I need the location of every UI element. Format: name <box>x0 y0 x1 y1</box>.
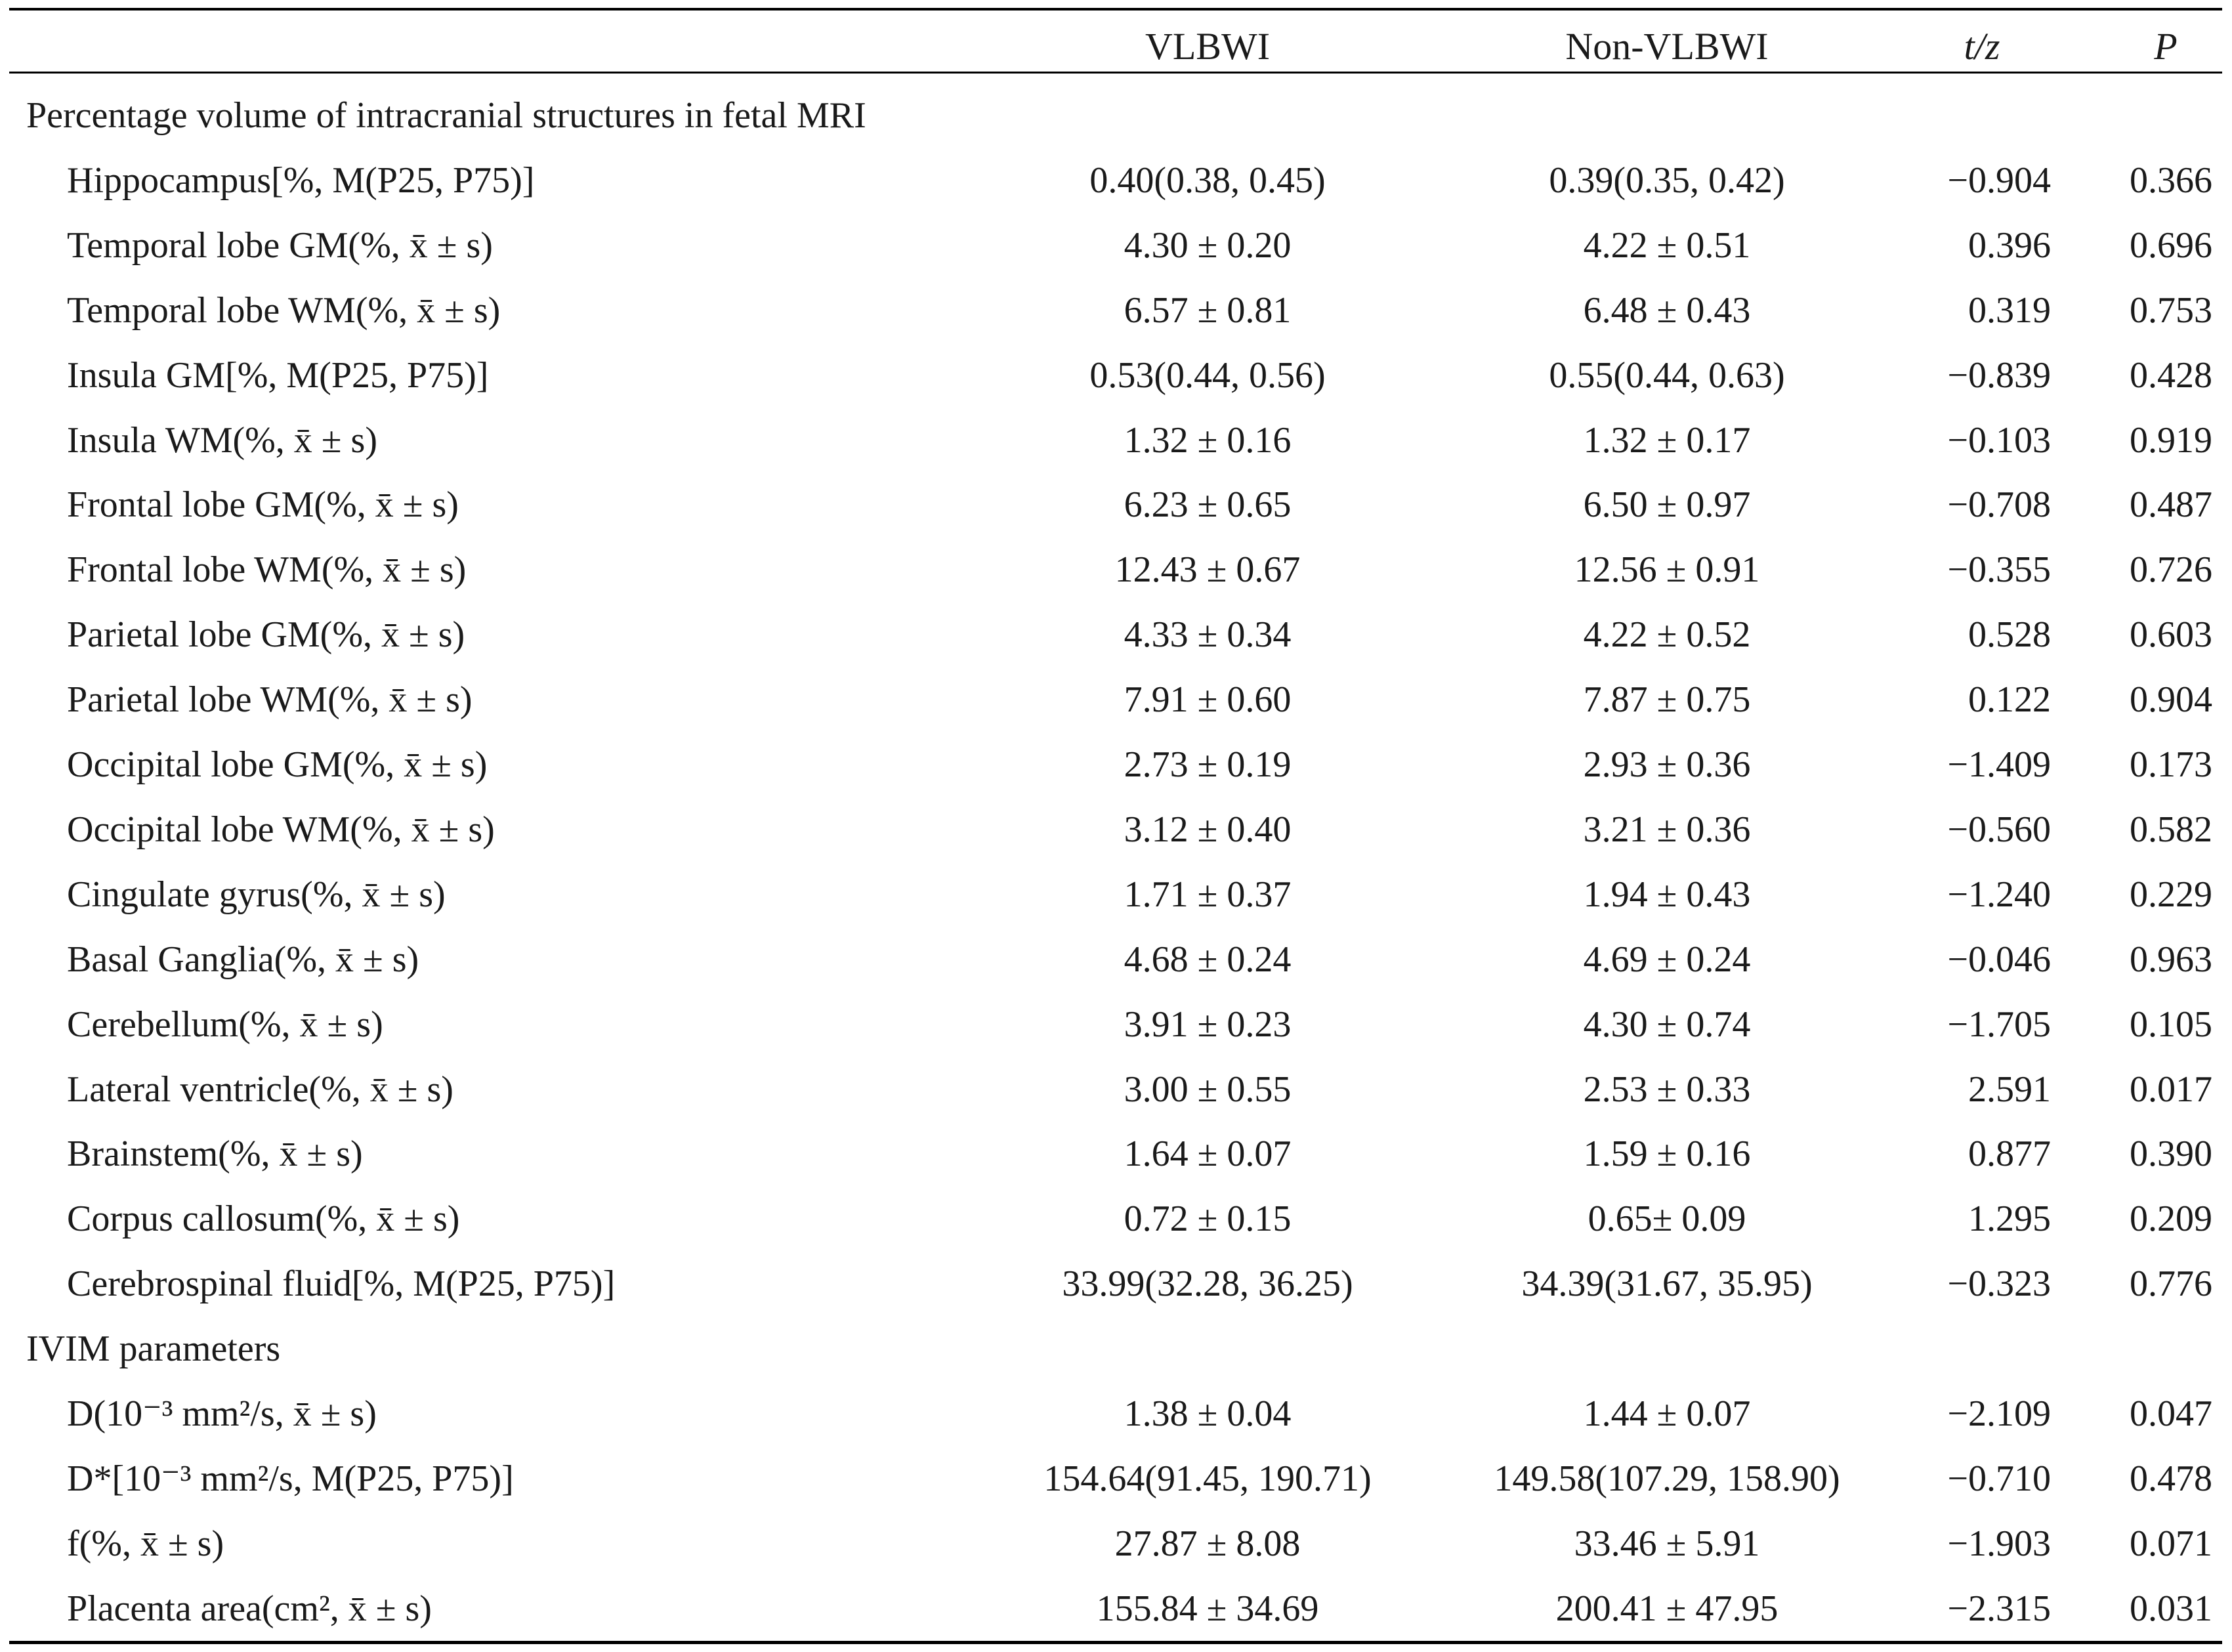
t-z-value: 0.122 <box>1968 679 2051 721</box>
vlbwi-value: 0.40(0.38, 0.45) <box>1089 159 1326 201</box>
table-row <box>0 1122 2232 1185</box>
non-vlbwi-value: 6.48 ± 0.43 <box>1583 289 1751 331</box>
p-value: 0.047 <box>2130 1393 2212 1434</box>
table-row <box>0 149 2232 212</box>
t-z-value: −0.560 <box>1947 809 2051 850</box>
column-header-non-vlbwi: Non-VLBWI <box>1565 25 1769 68</box>
vlbwi-value: 4.30 ± 0.20 <box>1124 224 1292 266</box>
row-label: Parietal lobe WM(%, x̄ ± s) <box>67 679 473 721</box>
row-label: Parietal lobe GM(%, x̄ ± s) <box>67 614 465 656</box>
table-row <box>0 1252 2232 1315</box>
vlbwi-value: 3.12 ± 0.40 <box>1124 809 1292 850</box>
section-title: IVIM parameters <box>26 1328 281 1370</box>
p-value: 0.696 <box>2130 224 2212 266</box>
t-z-value: −0.103 <box>1947 419 2051 461</box>
vlbwi-value: 12.43 ± 0.67 <box>1114 549 1301 591</box>
section-title: Percentage volume of intracranial structures in fetal MRI <box>26 95 866 136</box>
table-row <box>0 798 2232 861</box>
p-value: 0.487 <box>2130 484 2212 526</box>
table-row <box>0 1512 2232 1575</box>
non-vlbwi-value: 2.53 ± 0.33 <box>1583 1069 1751 1110</box>
non-vlbwi-value: 4.22 ± 0.52 <box>1583 614 1751 656</box>
section-header-row <box>0 84 2232 147</box>
non-vlbwi-value: 6.50 ± 0.97 <box>1583 484 1751 526</box>
p-value: 0.229 <box>2130 874 2212 915</box>
table-row <box>0 668 2232 731</box>
table-row <box>0 603 2232 666</box>
non-vlbwi-value: 0.39(0.35, 0.42) <box>1549 159 1785 201</box>
p-value: 0.904 <box>2130 679 2212 721</box>
t-z-value: −0.323 <box>1947 1263 2051 1305</box>
vlbwi-value: 7.91 ± 0.60 <box>1124 679 1292 721</box>
vlbwi-value: 1.71 ± 0.37 <box>1124 874 1292 915</box>
t-z-value: −0.839 <box>1947 354 2051 396</box>
non-vlbwi-value: 4.30 ± 0.74 <box>1583 1004 1751 1045</box>
vlbwi-value: 1.64 ± 0.07 <box>1124 1133 1292 1175</box>
table-row <box>0 1187 2232 1250</box>
non-vlbwi-value: 4.69 ± 0.24 <box>1583 939 1751 980</box>
table-row <box>0 214 2232 277</box>
table-row <box>0 863 2232 926</box>
t-z-value: −0.708 <box>1947 484 2051 526</box>
t-z-value: −2.109 <box>1947 1393 2051 1434</box>
vlbwi-value: 3.91 ± 0.23 <box>1124 1004 1292 1045</box>
non-vlbwi-value: 7.87 ± 0.75 <box>1583 679 1751 721</box>
vlbwi-value: 6.57 ± 0.81 <box>1124 289 1292 331</box>
table-top-rule <box>9 8 2222 11</box>
p-value: 0.478 <box>2130 1458 2212 1499</box>
t-z-value: −0.710 <box>1947 1458 2051 1499</box>
p-value: 0.031 <box>2130 1588 2212 1629</box>
vlbwi-value: 1.38 ± 0.04 <box>1124 1393 1292 1434</box>
p-value: 0.603 <box>2130 614 2212 656</box>
row-label: Frontal lobe GM(%, x̄ ± s) <box>67 484 459 526</box>
table-row <box>0 1447 2232 1510</box>
p-value: 0.726 <box>2130 549 2212 591</box>
non-vlbwi-value: 4.22 ± 0.51 <box>1583 224 1751 266</box>
row-label: Cerebellum(%, x̄ ± s) <box>67 1004 383 1045</box>
t-z-value: −2.315 <box>1947 1588 2051 1629</box>
p-value: 0.105 <box>2130 1004 2212 1045</box>
t-z-value: 2.591 <box>1968 1069 2051 1110</box>
p-value: 0.173 <box>2130 744 2212 785</box>
vlbwi-value: 3.00 ± 0.55 <box>1124 1069 1292 1110</box>
t-z-value: −0.046 <box>1947 939 2051 980</box>
row-label: f(%, x̄ ± s) <box>67 1523 224 1564</box>
table-row <box>0 538 2232 601</box>
non-vlbwi-value: 1.94 ± 0.43 <box>1583 874 1751 915</box>
row-label: Lateral ventricle(%, x̄ ± s) <box>67 1069 453 1110</box>
row-label: Placenta area(cm², x̄ ± s) <box>67 1588 432 1629</box>
table-row <box>0 473 2232 536</box>
vlbwi-value: 4.68 ± 0.24 <box>1124 939 1292 980</box>
row-label: Insula GM[%, M(P25, P75)] <box>67 354 489 396</box>
p-value: 0.753 <box>2130 289 2212 331</box>
column-header-t-z: t/z <box>1964 25 2000 68</box>
non-vlbwi-value: 33.46 ± 5.91 <box>1574 1523 1760 1564</box>
non-vlbwi-value: 2.93 ± 0.36 <box>1583 744 1751 785</box>
non-vlbwi-value: 3.21 ± 0.36 <box>1583 809 1751 850</box>
row-label: Temporal lobe GM(%, x̄ ± s) <box>67 224 493 266</box>
p-value: 0.209 <box>2130 1198 2212 1240</box>
t-z-value: −0.904 <box>1947 159 2051 201</box>
t-z-value: −1.903 <box>1947 1523 2051 1564</box>
table-row <box>0 409 2232 472</box>
vlbwi-value: 33.99(32.28, 36.25) <box>1062 1263 1353 1305</box>
vlbwi-value: 1.32 ± 0.16 <box>1124 419 1292 461</box>
table-row <box>0 993 2232 1056</box>
row-label: D*[10⁻³ mm²/s, M(P25, P75)] <box>67 1458 514 1499</box>
non-vlbwi-value: 0.55(0.44, 0.63) <box>1549 354 1785 396</box>
p-value: 0.071 <box>2130 1523 2212 1564</box>
t-z-value: 0.528 <box>1968 614 2051 656</box>
non-vlbwi-value: 0.65± 0.09 <box>1588 1198 1746 1240</box>
t-z-value: 0.396 <box>1968 224 2051 266</box>
p-value: 0.582 <box>2130 809 2212 850</box>
row-label: Frontal lobe WM(%, x̄ ± s) <box>67 549 467 591</box>
row-label: Cingulate gyrus(%, x̄ ± s) <box>67 874 446 915</box>
row-label: Occipital lobe WM(%, x̄ ± s) <box>67 809 495 850</box>
row-label: Insula WM(%, x̄ ± s) <box>67 419 377 461</box>
p-value: 0.366 <box>2130 159 2212 201</box>
table-row <box>0 928 2232 991</box>
row-label: Brainstem(%, x̄ ± s) <box>67 1133 363 1175</box>
p-value: 0.017 <box>2130 1069 2212 1110</box>
p-value: 0.428 <box>2130 354 2212 396</box>
vlbwi-value: 4.33 ± 0.34 <box>1124 614 1292 656</box>
table-header-rule <box>9 72 2222 74</box>
t-z-value: −1.240 <box>1947 874 2051 915</box>
non-vlbwi-value: 1.44 ± 0.07 <box>1583 1393 1751 1434</box>
row-label: Cerebrospinal fluid[%, M(P25, P75)] <box>67 1263 616 1305</box>
t-z-value: −0.355 <box>1947 549 2051 591</box>
column-header-vlbwi: VLBWI <box>1145 25 1271 68</box>
vlbwi-value: 155.84 ± 34.69 <box>1096 1588 1319 1629</box>
vlbwi-value: 0.72 ± 0.15 <box>1124 1198 1292 1240</box>
vlbwi-value: 27.87 ± 8.08 <box>1114 1523 1301 1564</box>
section-header-row <box>0 1317 2232 1380</box>
t-z-value: 0.319 <box>1968 289 2051 331</box>
t-z-value: 0.877 <box>1968 1133 2051 1175</box>
non-vlbwi-value: 1.32 ± 0.17 <box>1583 419 1751 461</box>
vlbwi-value: 0.53(0.44, 0.56) <box>1089 354 1326 396</box>
p-value: 0.919 <box>2130 419 2212 461</box>
column-header-p: P <box>2154 25 2178 68</box>
vlbwi-value: 154.64(91.45, 190.71) <box>1043 1458 1372 1499</box>
row-label: D(10⁻³ mm²/s, x̄ ± s) <box>67 1393 377 1434</box>
p-value: 0.776 <box>2130 1263 2212 1305</box>
row-label: Basal Ganglia(%, x̄ ± s) <box>67 939 419 980</box>
t-z-value: 1.295 <box>1968 1198 2051 1240</box>
table-row <box>0 344 2232 407</box>
vlbwi-value: 6.23 ± 0.65 <box>1124 484 1292 526</box>
row-label: Corpus callosum(%, x̄ ± s) <box>67 1198 460 1240</box>
p-value: 0.390 <box>2130 1133 2212 1175</box>
row-label: Hippocampus[%, M(P25, P75)] <box>67 159 535 201</box>
table-row <box>0 279 2232 342</box>
table-row <box>0 1577 2232 1640</box>
t-z-value: −1.705 <box>1947 1004 2051 1045</box>
p-value: 0.963 <box>2130 939 2212 980</box>
table-row <box>0 733 2232 796</box>
row-label: Temporal lobe WM(%, x̄ ± s) <box>67 289 501 331</box>
t-z-value: −1.409 <box>1947 744 2051 785</box>
non-vlbwi-value: 149.58(107.29, 158.90) <box>1494 1458 1840 1499</box>
non-vlbwi-value: 12.56 ± 0.91 <box>1574 549 1760 591</box>
vlbwi-value: 2.73 ± 0.19 <box>1124 744 1292 785</box>
row-label: Occipital lobe GM(%, x̄ ± s) <box>67 744 488 785</box>
table-bottom-rule <box>9 1641 2222 1644</box>
non-vlbwi-value: 1.59 ± 0.16 <box>1583 1133 1751 1175</box>
non-vlbwi-value: 200.41 ± 47.95 <box>1555 1588 1779 1629</box>
table-row <box>0 1382 2232 1445</box>
non-vlbwi-value: 34.39(31.67, 35.95) <box>1521 1263 1813 1305</box>
table-row <box>0 1058 2232 1121</box>
